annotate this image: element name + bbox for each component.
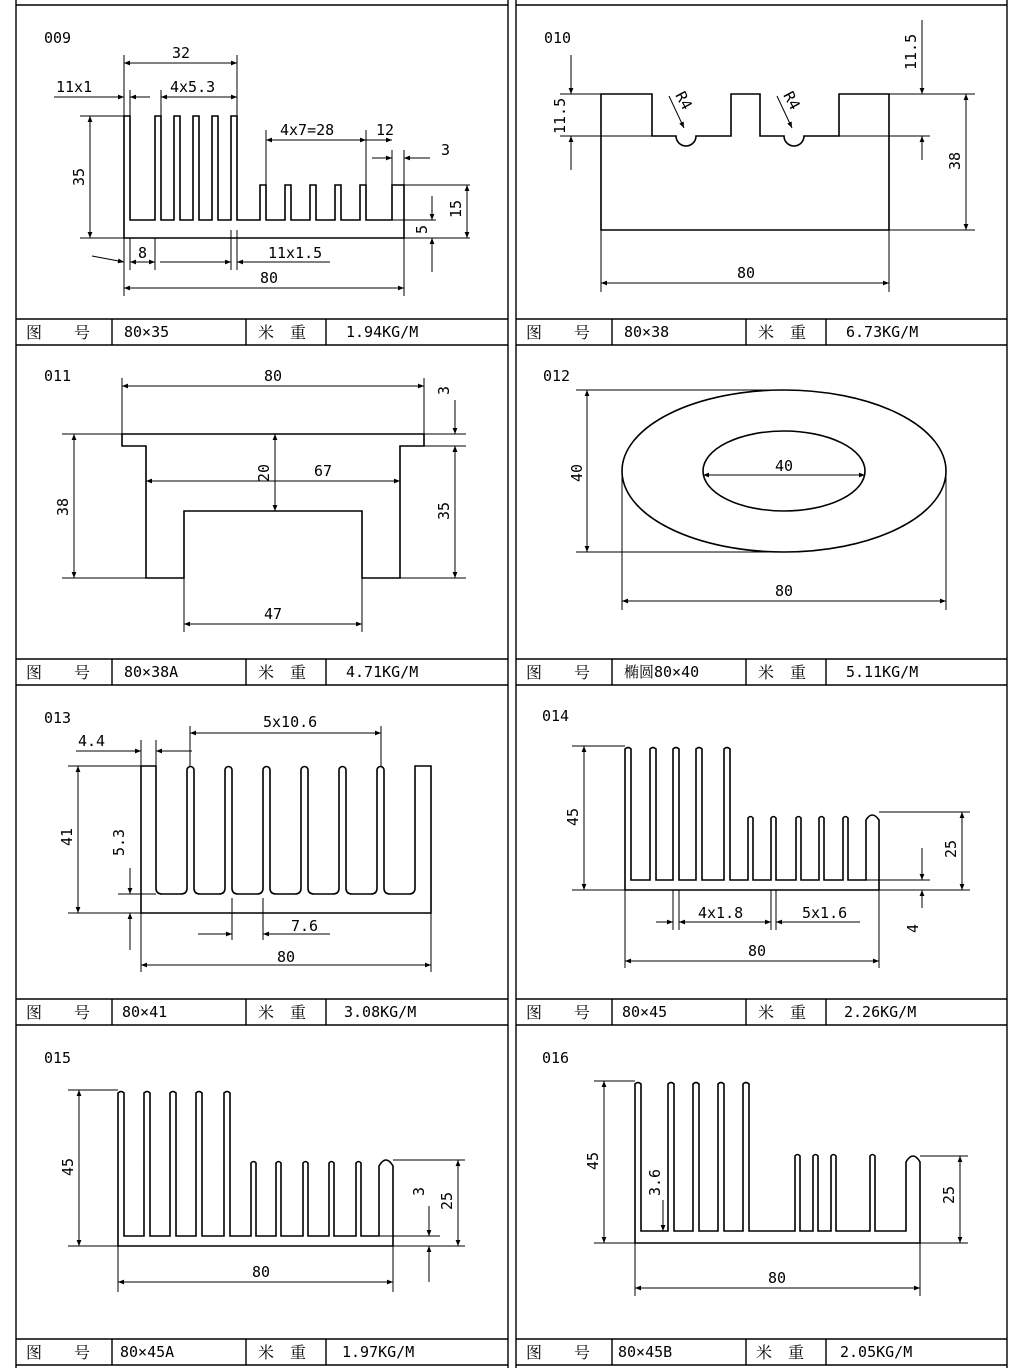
- extension-lines: [62, 378, 466, 632]
- weight-label: 米 重: [258, 1003, 307, 1022]
- dim-height-35: 35: [70, 167, 88, 186]
- figure-no-value: 80×38A: [124, 663, 179, 681]
- sheet-frame: [16, 0, 1007, 1368]
- title-blocks: [26, 323, 918, 1362]
- weight-value: 4.71KG/M: [346, 663, 419, 681]
- dim-height-38: 38: [54, 497, 72, 516]
- figure-no-label: 图 号: [26, 1003, 91, 1022]
- panel-011: [44, 367, 466, 632]
- panel-012: [543, 367, 946, 610]
- dim-fin-thickness: 11x1: [56, 78, 93, 96]
- dim-width-80: 80: [252, 1263, 271, 1281]
- dim-base-3.6: 3.6: [646, 1168, 664, 1196]
- dim-gap-8: 8: [138, 244, 148, 262]
- dim-width-80: 80: [775, 582, 794, 600]
- figure-no-label: 图 号: [526, 1003, 591, 1022]
- weight-value: 2.05KG/M: [840, 1343, 913, 1361]
- drawing-number: 014: [542, 707, 570, 725]
- weight-label: 米 重: [258, 663, 307, 682]
- dim-fin-pitch: 5x10.6: [263, 713, 318, 731]
- dim-end-width: 12: [376, 121, 395, 139]
- extension-lines: [576, 390, 946, 610]
- dim-base-4: 4: [904, 923, 922, 933]
- panel-013: [44, 709, 431, 972]
- dim-slot-47: 47: [264, 605, 283, 623]
- drawing-number: 015: [44, 1049, 72, 1067]
- dim-width-80: 80: [260, 269, 279, 287]
- dim-width-80: 80: [264, 367, 283, 385]
- dim-inner-40: 40: [775, 457, 794, 475]
- weight-value: 1.97KG/M: [342, 1343, 415, 1361]
- dim-depth-11.5-left: 11.5: [551, 97, 569, 134]
- heatsink-profile: [118, 1092, 393, 1247]
- figure-no-value: 80×41: [122, 1003, 168, 1021]
- dim-height-25: 25: [942, 839, 960, 858]
- weight-value: 2.26KG/M: [844, 1003, 917, 1021]
- extension-lines: [560, 94, 975, 292]
- heatsink-profile: [141, 766, 431, 913]
- weight-value: 1.94KG/M: [346, 323, 419, 341]
- drawing-number: 016: [542, 1049, 570, 1067]
- dim-height-45: 45: [584, 1151, 602, 1170]
- dim-height-15: 15: [447, 199, 465, 218]
- weight-value: 5.11KG/M: [846, 663, 919, 681]
- panel-014: [542, 707, 970, 968]
- dim-width-80: 80: [748, 942, 767, 960]
- weight-label: 米 重: [758, 1003, 807, 1022]
- weight-label: 米 重: [258, 323, 307, 342]
- heatsink-profile: [601, 94, 889, 230]
- dim-width-80: 80: [768, 1269, 787, 1287]
- figure-no-label: 图 号: [526, 1343, 591, 1362]
- weight-value: 6.73KG/M: [846, 323, 919, 341]
- dim-height-25: 25: [438, 1191, 456, 1210]
- figure-no-value: 80×45A: [120, 1343, 175, 1361]
- extension-lines: [68, 1090, 465, 1292]
- dim-height-25: 25: [940, 1185, 958, 1204]
- drawing-number: 012: [543, 367, 571, 385]
- dim-small-fin-pitch: 4x7=28: [280, 121, 335, 139]
- dim-height-40: 40: [568, 463, 586, 482]
- dim-depth-11.5-right: 11.5: [902, 33, 920, 70]
- dim-fin-pitch: 4x5.3: [170, 78, 216, 96]
- dim-base-5: 5: [413, 224, 431, 234]
- dim-width-80: 80: [277, 948, 296, 966]
- panel-016: [542, 1049, 968, 1296]
- weight-label: 米 重: [756, 1343, 805, 1362]
- panel-009: [44, 29, 470, 296]
- weight-label: 米 重: [258, 1343, 307, 1362]
- weight-label: 米 重: [758, 323, 807, 342]
- drawing-number: 011: [44, 367, 72, 385]
- dim-fin-4x1.8: 4x1.8: [698, 904, 744, 922]
- dim-leader: [92, 256, 124, 262]
- dim-width-80: 80: [737, 264, 756, 282]
- heatsink-profile: [122, 434, 424, 578]
- dim-wall-3: 3: [441, 141, 451, 159]
- heatsink-profile: [124, 116, 404, 238]
- dim-radius-r4: R4: [779, 88, 804, 113]
- drawing-number: 010: [544, 29, 572, 47]
- figure-no-label: 图 号: [26, 1343, 91, 1362]
- figure-no-label: 图 号: [26, 323, 91, 342]
- dim-fin-11x1.5: 11x1.5: [268, 244, 323, 262]
- dim-flange-3: 3: [435, 385, 453, 395]
- dim-width-32: 32: [172, 44, 191, 62]
- figure-no-value: 80×45: [622, 1003, 668, 1021]
- figure-no-label: 图 号: [26, 663, 91, 682]
- panel-010: [544, 20, 975, 292]
- figure-no-value: 80×35: [124, 323, 170, 341]
- dim-base-5.3: 5.3: [110, 828, 128, 856]
- figure-no-value: 椭圆80×40: [624, 663, 700, 681]
- dim-height-35: 35: [435, 501, 453, 520]
- dim-gap-7.6: 7.6: [291, 917, 319, 935]
- dim-fin-5x1.6: 5x1.6: [802, 904, 848, 922]
- dim-height-41: 41: [58, 827, 76, 846]
- dim-height-45: 45: [59, 1157, 77, 1176]
- figure-no-value: 80×38: [624, 323, 670, 341]
- dim-inner-67: 67: [314, 462, 333, 480]
- dim-base-3: 3: [410, 1186, 428, 1196]
- dim-height-38: 38: [946, 151, 964, 170]
- dim-wall-4.4: 4.4: [78, 732, 106, 750]
- figure-no-value: 80×45B: [618, 1343, 673, 1361]
- weight-value: 3.08KG/M: [344, 1003, 417, 1021]
- figure-no-label: 图 号: [526, 323, 591, 342]
- figure-no-label: 图 号: [526, 663, 591, 682]
- panel-015: [44, 1049, 465, 1292]
- drawing-number: 013: [44, 709, 72, 727]
- weight-label: 米 重: [758, 663, 807, 682]
- dim-height-45: 45: [564, 807, 582, 826]
- heatsink-profile: [625, 748, 879, 891]
- dim-depth-20: 20: [255, 463, 273, 482]
- dim-radius-r4: R4: [671, 88, 696, 113]
- heatsink-profile: [635, 1083, 920, 1244]
- drawing-number: 009: [44, 29, 72, 47]
